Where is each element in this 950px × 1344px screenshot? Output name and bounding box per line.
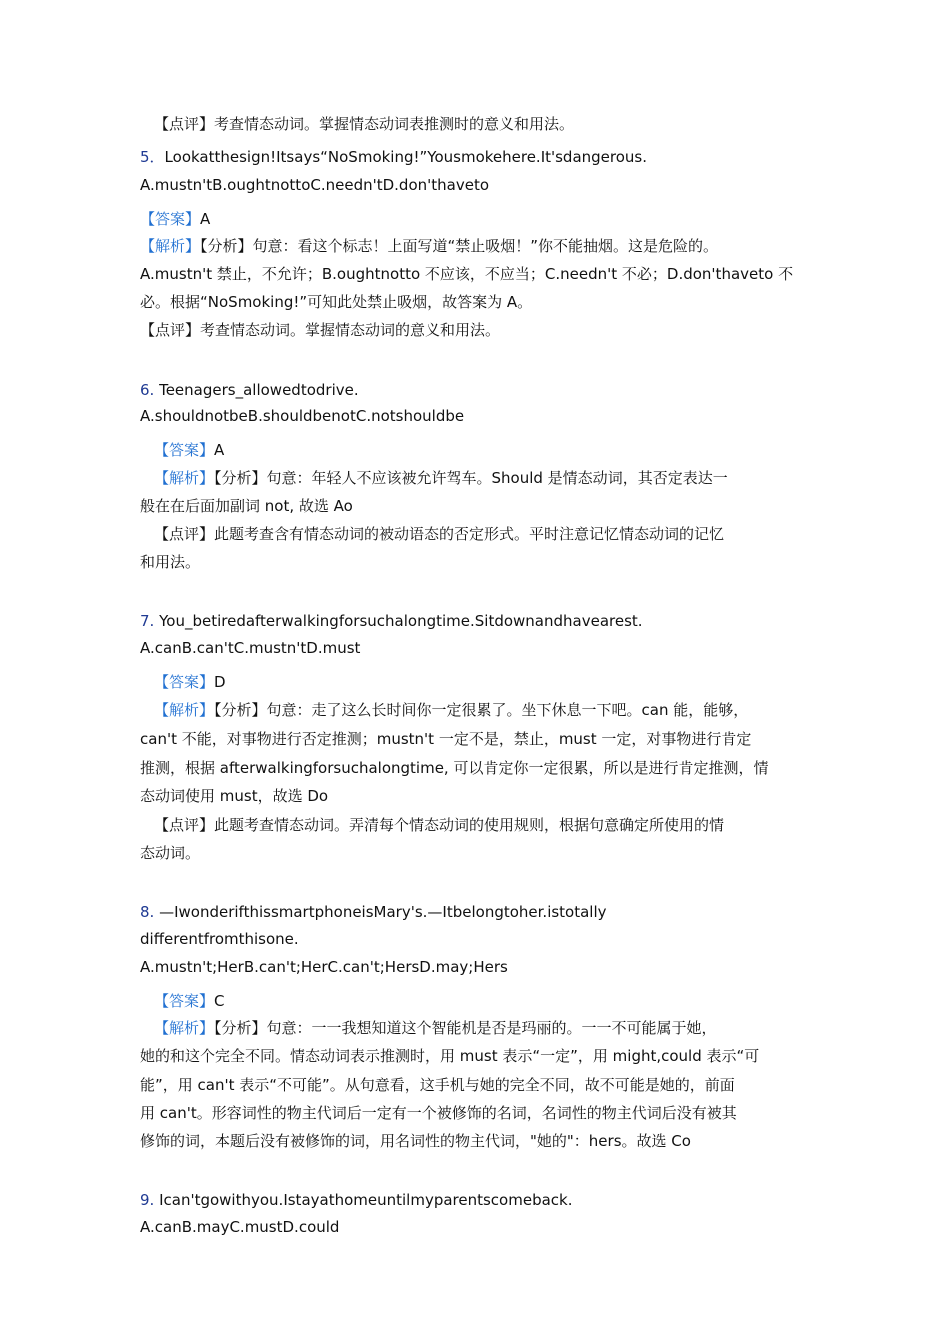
q7-number: 7. <box>140 612 155 630</box>
q6-analysis-line-2: 般在在后面加副词 not, 故选 Ao <box>140 497 353 515</box>
q6-number: 6. <box>140 381 155 399</box>
q6-answer-tag: 【答案】 <box>154 441 215 459</box>
q8-answer: C <box>214 992 225 1010</box>
q8-answer-tag: 【答案】 <box>154 992 215 1010</box>
q5-analysis-tag: 【解析】 <box>140 237 201 255</box>
q6-answer: A <box>214 441 225 459</box>
q9-question-line <box>140 1190 820 1210</box>
q8-number: 8. <box>140 903 155 921</box>
q7-question: You_betiredafterwalkingforsuchalongtime.Sitdownandhavearest. <box>159 612 643 630</box>
q6-question: Teenagers_allowedtodrive. <box>159 381 359 399</box>
q8-answer-line <box>154 991 834 1011</box>
q9-options: A.canB.mayC.mustD.could <box>140 1218 340 1236</box>
q8-analysis-line-1 <box>154 1018 834 1038</box>
q8-question-line-1 <box>140 902 820 922</box>
q7-analysis-text-1: 【分析】句意：走了这么长时间你一定很累了。坐下休息一下吧。can 能，能够， <box>214 701 749 719</box>
q5-analysis-text-1: 【分析】句意：看这个标志！上面写道“禁止吸烟！”你不能抽烟。这是危险的。 <box>200 237 719 255</box>
q5-answer-tag: 【答案】 <box>140 210 201 228</box>
q8-analysis-text-1: 【分析】句意：一一我想知道这个智能机是否是玛丽的。一一不可能属于她， <box>214 1019 717 1037</box>
q8-analysis-line-5: 修饰的词，本题后没有被修饰的词，用名词性的物主代词，"她的"：hers。故选 Co <box>140 1132 691 1150</box>
q8-analysis-line-3: 能”，用 can't 表示“不可能”。从句意看，这手机与她的完全不同，故不可能是她的，前面 <box>140 1076 735 1094</box>
q6-comment-line-1: 【点评】此题考查含有情态动词的被动语态的否定形式。平时注意记忆情态动词的记忆 <box>154 525 725 543</box>
q7-options: A.canB.can'tC.mustn'tD.must <box>140 639 361 657</box>
q9-number: 9. <box>140 1191 155 1209</box>
q6-answer-line <box>154 440 834 460</box>
q6-analysis-tag: 【解析】 <box>154 469 215 487</box>
q6-comment-line-2: 和用法。 <box>140 553 201 571</box>
q8-analysis-line-2: 她的和这个完全不同。情态动词表示推测时，用 must 表示“一定”，用 might,could 表示“可 <box>140 1047 760 1065</box>
q6-analysis-text-1: 【分析】句意：年轻人不应该被允许驾车。Should 是情态动词，其否定表达一 <box>214 469 728 487</box>
q8-analysis-tag: 【解析】 <box>154 1019 215 1037</box>
q5-question-line <box>140 147 820 167</box>
q5-analysis-line-1 <box>140 236 820 256</box>
q7-analysis-line-2: can't 不能，对事物进行否定推测；mustn't 一定不是，禁止，must 一定，对事物进行肯定 <box>140 730 752 748</box>
q7-analysis-line-3: 推测，根据 afterwalkingforsuchalongtime, 可以肯定你一定很累，所以是进行肯定推测，情 <box>140 759 769 777</box>
q7-comment-line-1: 【点评】此题考查情态动词。弄清每个情态动词的使用规则，根据句意确定所使用的情 <box>154 816 725 834</box>
q5-answer: A <box>200 210 211 228</box>
q7-answer-line <box>154 672 834 692</box>
q8-question-line-2: differentfromthisone. <box>140 930 299 948</box>
q5-analysis-line-2: A.mustn't 禁止，不允许；B.oughtnotto 不应该，不应当；C.needn't 不必；D.don'thaveto 不 <box>140 265 794 283</box>
q7-answer-tag: 【答案】 <box>154 673 215 691</box>
q7-comment-line-2: 态动词。 <box>140 844 201 862</box>
q5-options: A.mustn'tB.oughtnottoC.needn'tD.don'thaveto <box>140 176 489 194</box>
q5-answer-line <box>140 209 820 229</box>
q7-answer: D <box>214 673 226 691</box>
q5-analysis-line-3: 必。根据“NoSmoking!”可知此处禁止吸烟，故答案为 A。 <box>140 293 533 311</box>
q5-number: 5． <box>140 148 165 166</box>
q9-question: Ican'tgowithyou.Istayathomeuntilmyparentscomeback. <box>159 1191 573 1209</box>
q6-analysis-line-1 <box>154 468 834 488</box>
q7-analysis-line-1 <box>154 700 834 720</box>
q4-comment: 【点评】考查情态动词。掌握情态动词表推测时的意义和用法。 <box>154 115 575 133</box>
q7-analysis-tag: 【解析】 <box>154 701 215 719</box>
q7-question-line <box>140 611 820 631</box>
q5-comment: 【点评】考查情态动词。掌握情态动词的意义和用法。 <box>140 321 501 339</box>
q7-analysis-line-4: 态动词使用 must，故选 Do <box>140 787 329 805</box>
q6-options: A.shouldnotbeB.shouldbenotC.notshouldbe <box>140 407 465 425</box>
q6-question-line <box>140 380 820 400</box>
q8-question-text-1: —IwonderifthissmartphoneisMary's.—Itbelongtoher.istotally <box>159 903 607 921</box>
q5-question: Lookatthesign!Itsays“NoSmoking!”Yousmokehere.It'sdangerous. <box>164 148 648 166</box>
q8-analysis-line-4: 用 can't。形容词性的物主代词后一定有一个被修饰的名词，名词性的物主代词后没有被其 <box>140 1104 737 1122</box>
q8-options: A.mustn't;HerB.can't;HerC.can't;HersD.may;Hers <box>140 958 508 976</box>
